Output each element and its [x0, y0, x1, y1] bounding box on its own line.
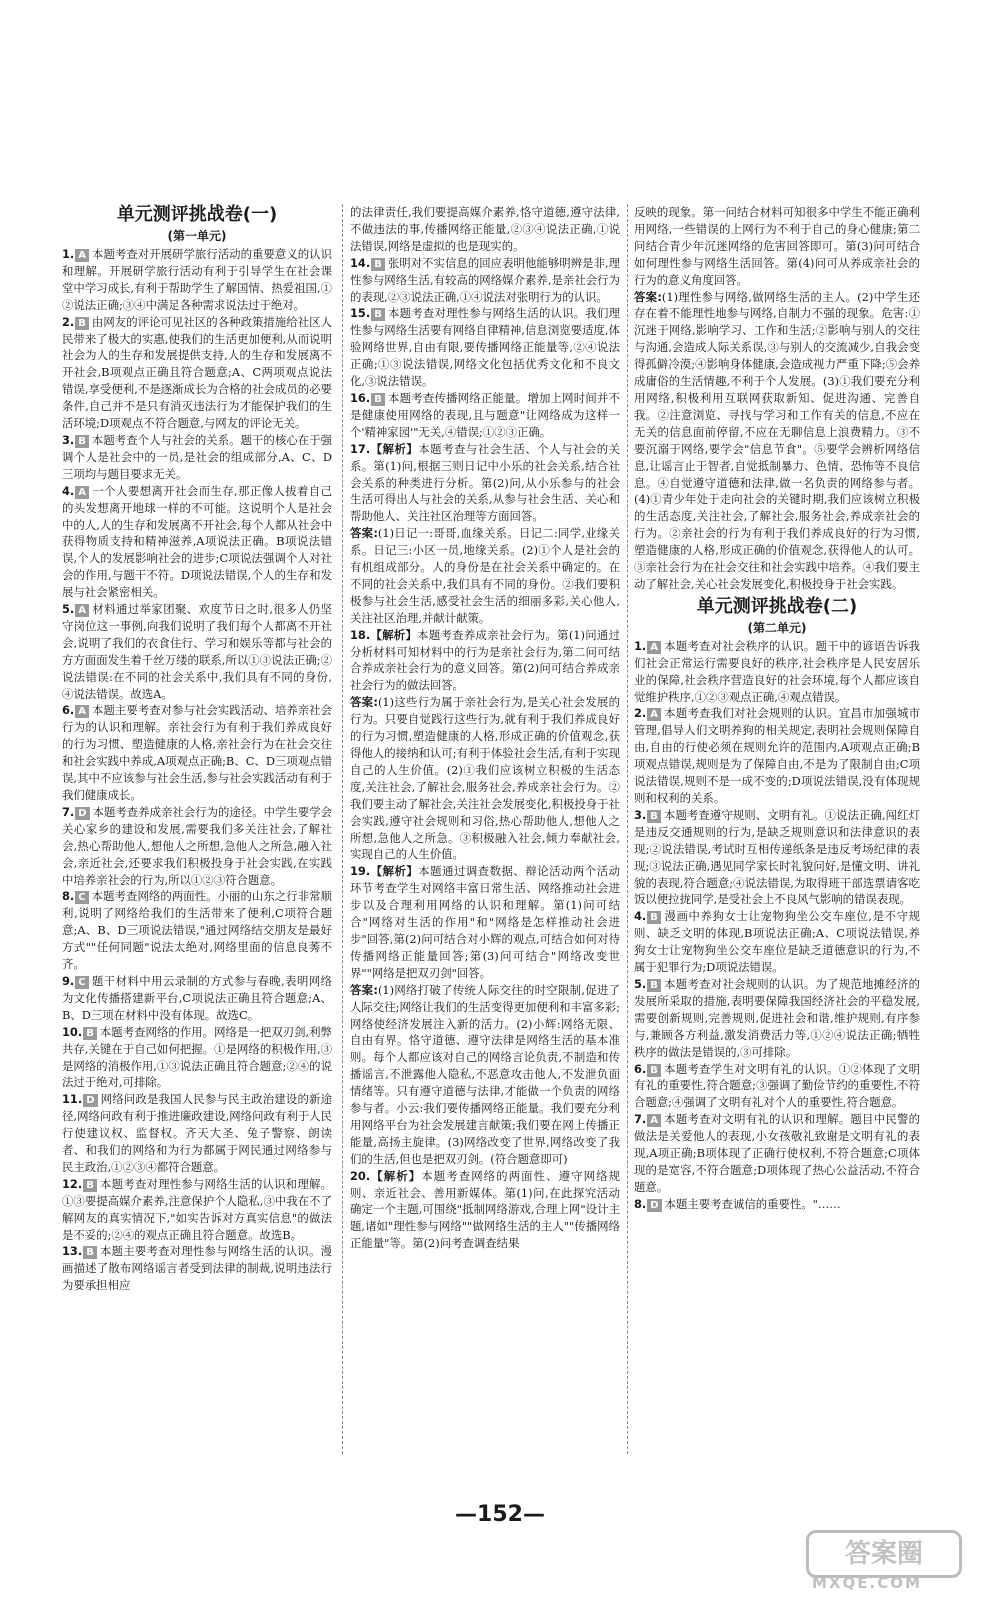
answer-text: (1)日记一:哥哥,血缘关系。日记二:同学,业缘关系。日记三:小区一员,地缘关系。(2)①个人是社会的有机组成部分。人的身份是在社会关系中确定的。在不同的社会关系中,我们具有不同的身份。②我们要积极参与社会生活,感受社会生活的细丽多彩,关心他人,关注社区治理,并献计献策。 — [350, 526, 620, 625]
answer-item — [634, 908, 920, 976]
watermark-logo — [806, 1530, 976, 1592]
question-number: 19. — [350, 864, 371, 879]
answer-item — [62, 1176, 332, 1244]
answer-choice-badge: A — [75, 486, 89, 499]
question-number: 6. — [62, 703, 75, 718]
answer-item — [350, 390, 620, 441]
explanation-text: 本题考查对开展研学旅行活动的重要意义的认识和理解。开展研学旅行活动有利于引导学生在社会课堂中学习成长,有利于帮助学生了解国情、热爱祖国,①②说法正确;③④中满足各种需求说法过于绝对。 — [62, 247, 332, 312]
question-number: 13. — [62, 1244, 83, 1259]
answer-choice-badge: D — [647, 1199, 661, 1212]
answer-choice-badge: D — [83, 1094, 97, 1107]
answer-item-continued — [634, 204, 920, 289]
answer-item — [634, 705, 920, 806]
column-2 — [350, 204, 620, 1252]
answer-choice-badge: B — [371, 258, 385, 271]
question-number: 12. — [62, 1176, 83, 1191]
answer-choice-badge: B — [75, 317, 89, 330]
answer-block — [634, 289, 920, 593]
section-title: 单元测评挑战卷(二) — [696, 595, 858, 617]
question-number: 4. — [634, 909, 647, 924]
answer-item — [62, 1091, 332, 1176]
answer-item — [634, 976, 920, 1061]
question-number: 6. — [634, 1061, 647, 1076]
answer-item — [634, 1061, 920, 1112]
answer-text: (1)这些行为属于亲社会行为,是关心社会发展的行为。只要自觉践行这些行为,就有利于我们养成良好的行为习惯,塑造健康的人格,形成正确的价值观念,获得他人的接纳和认可;有利于体验社会生活,有利于实现自己的人生价值。(2)①我们应该树立积极的生活态度,关注社会,了解社会,服务社会,养成亲社会行为。②我们要主动了解社会,关注社会发展变化,积极投身于社会实践,遵守社会规则和习俗,热心帮助他人,想他人之所想,急他人之所急。③积极融入社会,倾力奉献社会,实现自己的人生价值。 — [350, 695, 620, 862]
answer-item — [350, 441, 620, 526]
answer-item — [62, 1243, 332, 1294]
answer-item — [62, 973, 332, 1024]
explanation-text: 本题考查网络的两面性、遵守网络规则、亲近社会、善用新媒体。第(1)问,在此探究活动确定一个主题,可围绕"抵制网络游戏,合理上网"设计主题,诸如"理性参与网络""做网络生活的主人""传播网络正能量"等。第(2)问考查调查结果 — [350, 1168, 620, 1251]
answer-choice-badge: B — [371, 308, 385, 321]
question-number: 17. — [350, 441, 371, 456]
column-1 — [62, 204, 332, 1294]
analysis-tag: 【解析】 — [370, 864, 419, 879]
answer-choice-badge: A — [647, 1114, 661, 1127]
answer-choice-badge: B — [75, 435, 89, 448]
answer-text: (1)理性参与网络,做网络生活的主人。(2)中学生还存在着不能理性地参与网络,自制力不强的现象。危害:①沉迷于网络,影响学习、工作和生活;②影响与别人的交往与沟通,会造成人际关系误,③与别人的交流减少,自我会变得孤僻冷漠;④影响身体健康,会造成视力严重下降;⑤会养成庸俗的生活情趣,不利于个人发展。(3)①我们要充分利用网络,积极利用互联网获取新知、促进沟通、完善自我。②注意浏览、寻找与学习和工作有关的信息,不应在无关的信息面前停留,不应在无聊信息上浪费精力。③不要沉溺于网络,要学会"信息节食"。⑤要学会辨析网络信息,让谣言止于智者,自觉抵制暴力、色情、恐怖等不良信息。④自觉遵守道德和法律,做一名负责的网络参与者。(4)①青少年处于走向社会的关键时期,我们应该树立积极的生活态度,关注社会,了解社会,服务社会,养成亲社会的行为。②亲社会的行为有利于我们养成良好的行为习惯,塑造健康的人格,形成正确的价值观念,获得他人的认可。③亲社会行为在社会交往和社会实践中培养。④我们要主动了解社会,关心社会发展变化,积极投身于社会实践。 — [634, 289, 920, 591]
question-number: 16. — [350, 390, 371, 405]
answer-label: 答案: — [350, 982, 378, 997]
answer-item — [634, 638, 920, 706]
explanation-text: 本题考查对社会规则的认识。为了规范地摊经济的发展所采取的措施,表明要保障我国经济社会的平稳发展,需要创新规则,完善规则,促进社会和谐,维护规则,有序参与,兼顾各方利益,激发消费活力等,①②④说法正确;牺牲秩序的做法是错误的,③可排除。 — [634, 976, 920, 1059]
answer-item — [350, 255, 620, 306]
question-number: 8. — [634, 1196, 647, 1211]
question-number: 11. — [62, 1092, 83, 1107]
answer-list — [62, 246, 332, 1294]
answer-choice-badge: D — [75, 807, 89, 820]
answer-list — [350, 204, 620, 1252]
answer-item — [62, 1024, 332, 1092]
answer-item — [634, 1196, 920, 1213]
explanation-text: 本题考查对理性参与网络生活的认识和理解。①③要提高媒介素养,注意保护个人隐私,③中我在不了解网友的真实情况下,"如实告诉对方真实信息"的做法是不妥的;②④的观点正确且符合题意。故选B。 — [62, 1176, 332, 1242]
answer-item — [350, 305, 620, 390]
question-number: 2. — [62, 314, 75, 329]
answer-choice-badge: C — [75, 891, 88, 904]
section-subtitle: (第一单元) — [167, 229, 227, 243]
column-divider — [342, 204, 343, 1454]
section-title: 单元测评挑战卷(一) — [116, 204, 278, 225]
explanation-text: 本题考查网络的作用。网络是一把双刃剑,利弊共存,关键在于自己如何把握。①是网络的积极作用,③是网络的消极作用,①③说法正确且符合题意;②④的说法过于绝对,可排除。 — [62, 1024, 332, 1090]
column-3 — [634, 204, 920, 1213]
answer-choice-badge: B — [647, 979, 661, 992]
answer-choice-badge: B — [83, 1027, 97, 1040]
answer-choice-badge: B — [647, 911, 661, 924]
explanation-text: 本题考查个人与社会的关系。题干的核心在于强调个人是社会中的一员,是社会的组成部分,A、C、D三项均与题目要求无关。 — [62, 432, 332, 481]
answer-choice-badge: B — [371, 393, 385, 406]
explanation-text: 的法律责任,我们要提高媒介素养,恪守道德,遵守法律,不做违法的事,传播网络正能量,②③④说法正确,①说法错误,网络是虚拟的也是现实的。 — [350, 205, 620, 253]
explanation-text: 本题考查遵守规则、文明有礼。①说法正确,闯红灯是违反交通规则的行为,是缺乏规则意识和法律意识的表现;②说法错误,考试时互相传递纸条是违反考场纪律的表现;③说法正确,遇见同学家长时礼貌问好,是懂文明、讲礼貌的表现,符合题意;④说法错误,为取得班干部选票请客吃饭以便拉拢同学,是受社会上不良风气影响的错误表现。 — [634, 807, 920, 907]
answer-item — [62, 601, 332, 702]
answer-choice-badge: A — [75, 705, 89, 718]
explanation-text: 本题考查对文明有礼的认识和理解。题目中民警的做法是关爱他人的表现,小女孩敬礼致谢是文明有礼的表现,A项正确;B项体现了正确行使权利,不符合题意;C项体现的是宽容,不符合题意;D项体现了热心公益活动,不符合题意。 — [634, 1112, 920, 1194]
answer-choice-badge: B — [83, 1179, 97, 1192]
answer-item — [350, 1168, 620, 1253]
analysis-tag: 【解析】 — [370, 1168, 422, 1183]
answer-item — [634, 807, 920, 908]
explanation-text: 本题主要考查对理性参与网络生活的认识。漫画描述了散布网络谣言者受到法律的制裁,说明违法行为要承担相应 — [62, 1244, 332, 1293]
question-number: 1. — [634, 638, 647, 653]
explanation-text: 本题考查传播网络正能量。增加上网时间并不是健康使用网络的表现,且与题意"让网络成为这样一个'精神家园'"无关,④错误;①②③正确。 — [350, 390, 620, 439]
explanation-text: 本题考查养成亲社会行为。第(1)问通过分析材料可知材料中的行为是亲社会行为,第二问可结合养成亲社会行为的意义回答。第(2)问可结合养成亲社会行为的做法回答。 — [350, 627, 620, 693]
answer-item — [62, 888, 332, 973]
answer-item — [350, 627, 620, 695]
watermark-url: MXQE.COM — [812, 1574, 922, 1592]
question-number: 15. — [350, 306, 371, 321]
answer-label: 答案: — [350, 526, 378, 541]
explanation-text: 本题考查我们对社会规则的认识。宜昌市加强城市管理,倡导人们文明养狗的相关规定,表明社会规则保障自由,自由的行使必须在规则允许的范围内,A项观点正确;B项观点错误,规则是为了保障自由,不是为了限制自由;C项说法错误,规则不是一成不变的;D项说法错误,没有体现规则和权利的关系。 — [634, 706, 920, 805]
answer-choice-badge: A — [647, 708, 661, 721]
answer-block — [350, 525, 620, 626]
answer-choice-badge: A — [75, 249, 89, 262]
answer-item — [62, 804, 332, 889]
explanation-text: 本题考查对社会秩序的认识。题干中的谚语告诉我们社会正常运行需要良好的秩序,社会秩序是人民安居乐业的保障,社会秩序营造良好的社会环境,每个人都应该自觉维护秩序,①②③观点正确,④观点错误。 — [634, 638, 920, 704]
answer-page — [62, 204, 942, 1504]
question-number: 20. — [350, 1168, 371, 1183]
explanation-text: 由网友的评论可见社区的各种政策措施给社区人民带来了极大的实惠,使我们的生活更加便利,从而说明社会为人的生存和发展提供支持,人的生存和发展离不开社会,B项观点正确且符合题意;A、C两项观点说法错误,享受便利,不是逐渐成长为合格的社会成员的必要条件,自己并不是只有消灭违法行为才能保护我们的生活环境;D项观点不符合题意,与网友的评论无关。 — [62, 314, 332, 431]
explanation-text: 漫画中养狗女士让宠物狗坐公交车座位,是不守规则、缺乏文明的体现,B项说法正确;A、C项说法错误,养狗女士让宠物狗坐公交车座位是缺乏道德意识的行为,不属于犯罪行为;D项说法错误。 — [634, 909, 920, 975]
page-number: —152— — [455, 1502, 545, 1527]
explanation-text: 材料通过举家团聚、欢度节日之时,很多人仍坚守岗位这一事例,向我们说明了我们每个人都离不开社会,说明了我们的衣食住行、学习和娱乐等都与社会的方方面面发生着千丝万缕的联系,所以①③说法正确;②说法错误:在不同的社会关系中,我们具有不同的身份,④说法错误。故选A。 — [62, 602, 332, 701]
answer-item — [350, 204, 620, 255]
question-number: 14. — [350, 255, 371, 270]
explanation-text: 本题主要考查对参与社会实践活动、培养亲社会行为的认识和理解。亲社会行为有利于我们养成良好的行为习惯、塑造健康的人格,亲社会行为在社会交往和社会实践中养成,A项观点正确;B、C、D三项观点错误,其中不应该参与社会生活,参与社会实践活动有利于我们健康成长。 — [62, 703, 332, 802]
answer-item — [62, 702, 332, 803]
question-number: 4. — [62, 483, 75, 498]
answer-choice-badge: B — [83, 1246, 97, 1259]
answer-choice-badge: A — [75, 604, 89, 617]
answer-block — [350, 982, 620, 1168]
answer-choice-badge: B — [647, 810, 661, 823]
explanation-text: 本题主要考查诚信的重要性。"…… — [664, 1196, 841, 1211]
question-number: 7. — [62, 804, 75, 819]
analysis-text: 反映的现象。第一问结合材料可知很多中学生不能正确利用网络,一些错误的上网行为不利于自己的身心健康;第二问结合青少年沉迷网络的危害回答即可。第(3)问可结合如何理性参与网络生活回答。第(4)问可从养成亲社会的行为的意义角度回答。 — [634, 205, 920, 287]
question-number: 3. — [634, 807, 647, 822]
answer-item — [62, 483, 332, 601]
answer-choice-badge: C — [75, 976, 88, 989]
question-number: 7. — [634, 1112, 647, 1127]
question-number: 10. — [62, 1024, 83, 1039]
explanation-text: 本题通过调查数据、辩论活动两个活动环节考查学生对网络丰富日常生活、网络推动社会进步以及合理利用网络的认识和理解。第(1)问可结合"网络对生活的作用"和"网络是怎样推动社会进步"回答,第(2)问可结合对小辉的观点,可结合如何对待传播网络正能量回答;第(3)问可结合"网络改变世界""网络是把双刃剑"回答。 — [350, 864, 620, 980]
question-number: 8. — [62, 889, 75, 904]
question-number: 1. — [62, 247, 75, 261]
explanation-text: 题干材料中用云录制的方式参与春晚,表明网络为文化传播搭建新平台,C项说法正确且符合题意;A、B、D三项在材料中没有体现。故选C。 — [62, 973, 332, 1022]
answer-choice-badge: A — [647, 641, 661, 654]
question-number: 2. — [634, 706, 647, 721]
column-divider — [627, 204, 628, 1454]
explanation-text: 网络问政是我国人民参与民主政治建设的新途径,网络问政有利于推进廉政建设,网络问政有利于人民行使建议权、监督权。齐天大圣、兔子警察、朗读者、和我们的网络和为行为都属于网民通过网络参与民主政治,①②③④都符合题意。 — [62, 1092, 332, 1174]
explanation-text: 张明对不实信息的回应表明他能够明辨是非,理性参与网络生活,有较高的网络媒介素养,是亲社会行为的表现,②③说法正确,①④说法对张明行为的认识。 — [350, 255, 620, 304]
explanation-text: 本题考查对理性参与网络生活的认识。我们理性参与网络生活要有网络自律精神,信息浏览要适度,体验网络世界,自由有限,要传播网络正能量等,②④说法正确;①③说法错误,网络文化包括优秀文化和不良文化,③说法错误。 — [350, 306, 620, 389]
explanation-text: 本题考查养成亲社会行为的途径。中学生要学会关心家乡的建设和发展,需要我们多关注社会,了解社会,热心帮助他人,想他人之所想,急他人之所急,融入社会,亲近社会,还要求我们积极投身于社会实践,在实践中培养亲社会的行为,所以①②③符合题意。 — [62, 804, 332, 887]
answer-item — [350, 863, 620, 981]
answer-choice-badge: B — [647, 1064, 661, 1077]
answer-item — [62, 246, 332, 314]
explanation-text: 一个人要想离开社会而生存,那正像人拔着自己的头发想离开地球一样的不可能。这说明个人是社会中的人,人的生存和发展离不开社会,每个人都从社会中获得物质支持和精神滋养,A项说法正确。B项说法错误,个人的发展影响社会的进步;C项说法强调个人对社会的作用,与题干不符。D项说法错误,个人的生存和发展与社会紧密相关。 — [62, 483, 332, 600]
answer-label: 答案: — [634, 289, 662, 304]
explanation-text: 本题考查学生对文明有礼的认识。①②体现了文明有礼的重要性,符合题意;③强调了勤俭节约的重要性,不符合题意;④强调了文明有礼对个人的重要性,符合题意。 — [634, 1061, 920, 1110]
question-number: 5. — [62, 602, 75, 617]
answer-item — [634, 1111, 920, 1196]
question-number: 18. — [350, 627, 371, 642]
analysis-tag: 【解析】 — [370, 627, 418, 642]
watermark-badge: 答案圈 — [806, 1530, 962, 1578]
explanation-text: 本题考查网络的两面性。小丽的山东之行非常顺利,说明了网络给我们的生活带来了便利,C项符合题意;A、B、D三项说法错误,"通过网络结交朋友是最好方式""任何同题"说法太绝对,网络里面的信息良莠不齐。 — [62, 889, 332, 972]
analysis-tag: 【解析】 — [370, 441, 419, 456]
explanation-text: 本题考查与社会生活、个人与社会的关系。第(1)问,根据三则日记中小乐的社会关系,结合社会关系的种类进行分析。第(2)问,从小乐参与的社会生活可得出人与社会的关系,从参与社会生活、关心和帮助他人、关注社区治理等方面回答。 — [350, 441, 620, 524]
answer-item — [62, 432, 332, 483]
question-number: 9. — [62, 973, 75, 988]
answer-list — [634, 638, 920, 1213]
answer-item — [62, 314, 332, 432]
answer-block — [350, 694, 620, 863]
answer-text: (1)网络打破了传统人际交往的时空限制,促进了人际交往;网络让我们的生活变得更加便利和丰富多彩;网络使经济发展注入新的活力。(2)小辉:网络无限、自由有界。恪守道德、遵守法律是网络生活的基本准则。每个人都应该对自己的网络言论负责,不制造和传播谣言,不泄露他人隐私,不恶意攻击他人,不发泄负面情绪等。只有遵守道德与法律,才能做一个负责的网络参与者。小云:我们要传播网络正能量。我们要充分利用网络平台为社会发展建言献策;我们要在网上传播正能量,高扬主旋律。(3)网络改变了世界,网络改变了我们的生活,但也是把双刃剑。(符合题意即可) — [350, 982, 620, 1166]
question-number: 3. — [62, 432, 75, 447]
section-subtitle: (第二单元) — [747, 620, 807, 635]
question-number: 5. — [634, 976, 647, 991]
answer-label: 答案: — [350, 695, 378, 710]
